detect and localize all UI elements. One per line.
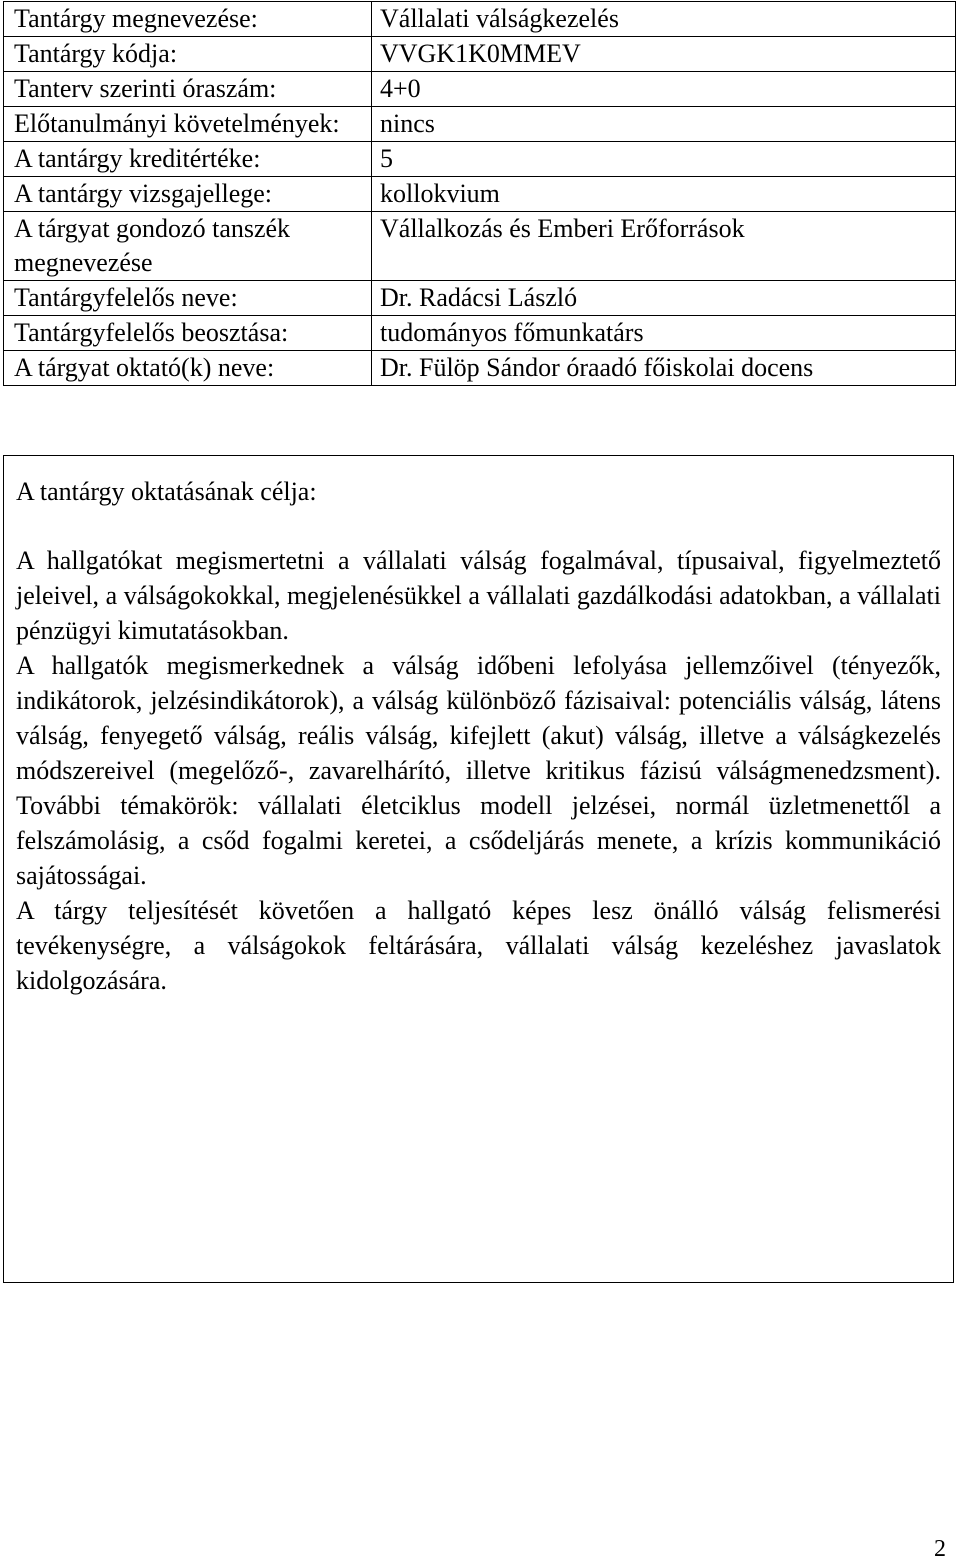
table-row	[4, 212, 956, 281]
hours-value: 4+0	[372, 72, 956, 107]
table-row	[4, 316, 956, 351]
credits-value: 5	[372, 142, 956, 177]
responsible-position-label: Tantárgyfelelős beosztása:	[4, 316, 372, 351]
course-info-table	[3, 1, 956, 386]
page-number: 2	[934, 1536, 946, 1562]
course-goal-box	[3, 455, 954, 1283]
department-label: A tárgyat gondozó tanszék megnevezése	[4, 212, 372, 281]
table-row	[4, 72, 956, 107]
department-value: Vállalkozás és Emberi Erőforrások	[372, 212, 956, 281]
table-row	[4, 107, 956, 142]
table-row	[4, 2, 956, 37]
course-code-label: Tantárgy kódja:	[4, 37, 372, 72]
course-code-value: VVGK1K0MMEV	[372, 37, 956, 72]
responsible-name-value: Dr. Radácsi László	[372, 281, 956, 316]
prerequisites-label: Előtanulmányi követelmények:	[4, 107, 372, 142]
table-row	[4, 281, 956, 316]
course-goal-title: A tantárgy oktatásának célja:	[16, 477, 317, 506]
instructor-value: Dr. Fülöp Sándor óraadó főiskolai docens	[372, 351, 956, 386]
prerequisites-value: nincs	[372, 107, 956, 142]
table-row	[4, 37, 956, 72]
credits-label: A tantárgy kreditértéke:	[4, 142, 372, 177]
course-name-value: Vállalati válságkezelés	[372, 2, 956, 37]
exam-type-value: kollokvium	[372, 177, 956, 212]
course-goal-paragraph: A tárgy teljesítését követően a hallgató képes lesz önálló válság felismerési tevékenységre, a válságokok feltárására, vállalati válság kezeléshez javaslatok kidolgozására.	[16, 896, 941, 995]
responsible-name-label: Tantárgyfelelős neve:	[4, 281, 372, 316]
table-row	[4, 177, 956, 212]
table-row	[4, 142, 956, 177]
responsible-position-value: tudományos főmunkatárs	[372, 316, 956, 351]
course-name-label: Tantárgy megnevezése:	[4, 2, 372, 37]
exam-type-label: A tantárgy vizsgajellege:	[4, 177, 372, 212]
course-goal-paragraph: A hallgatókat megismertetni a vállalati válság fogalmával, típusaival, figyelmeztető jeleivel, a válságokokkal, megjelenésükkel a vállalati gazdálkodási adatokban, a vállalati pénzügyi kimutatásokban.	[16, 546, 941, 645]
table-row	[4, 351, 956, 386]
hours-label: Tanterv szerinti óraszám:	[4, 72, 372, 107]
course-goal-paragraph: A hallgatók megismerkednek a válság időbeni lefolyása jellemzőivel (tényezők, indikátorok, jelzésindikátorok), a válság különböző fázisaival: potenciális válság, látens válság, fenyegető válság, reális válság, kifejlett (akut) válság, illetve a válságkezelés módszereivel (megelőző-, zavarelhárító, illetve kritikus fázisú válságmenedzsment). További témakörök: vállalati életciklus modell jelzései, normál üzletmenettől a felszámolásig, a csőd fogalmi keretei, a csődeljárás menete, a krízis kommunikáció sajátosságai.	[16, 651, 941, 890]
instructor-label: A tárgyat oktató(k) neve:	[4, 351, 372, 386]
